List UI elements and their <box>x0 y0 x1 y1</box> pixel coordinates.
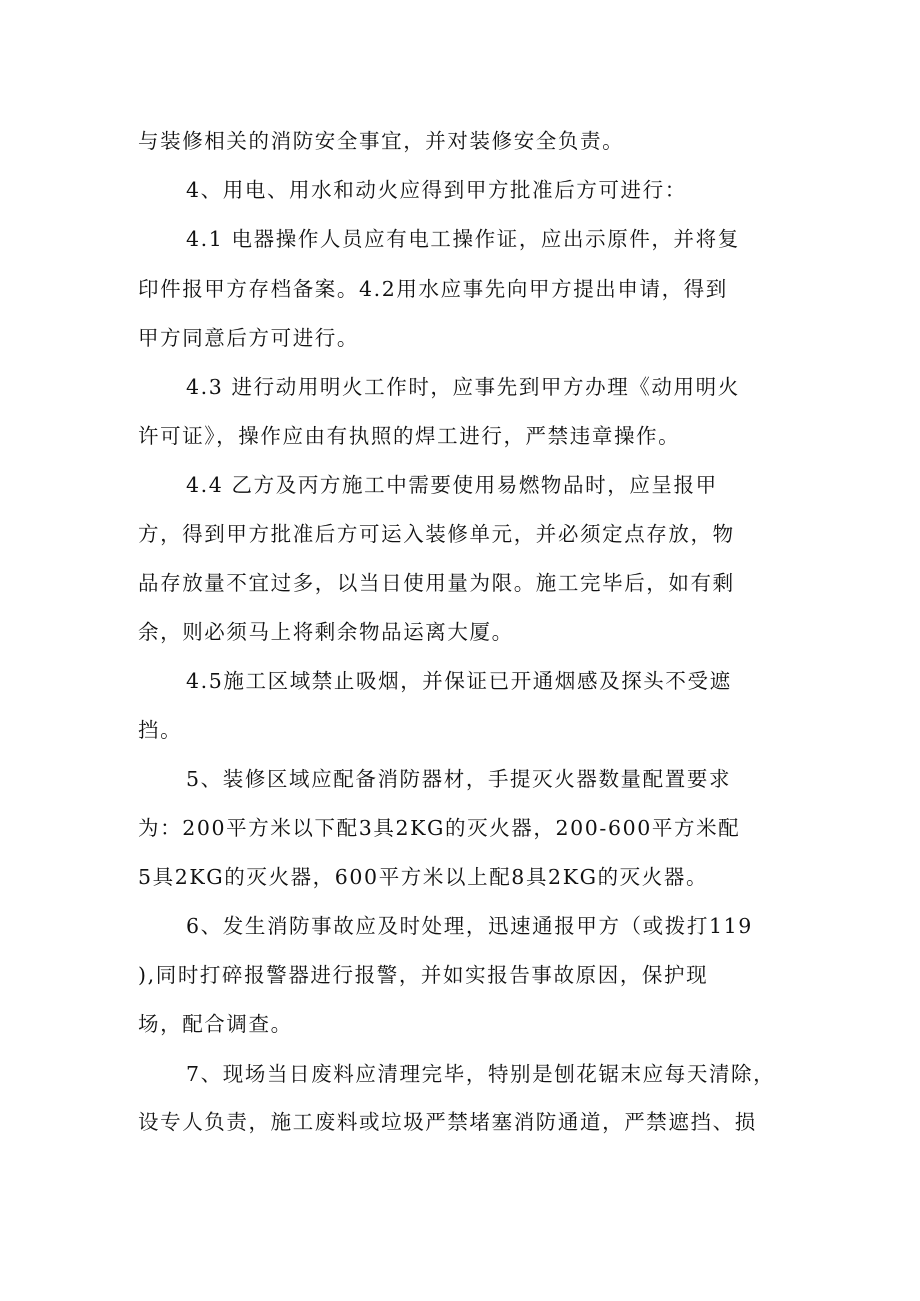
text-line-2: 4、用电、用水和动火应得到甲方批准后方可进行： <box>186 178 687 202</box>
text-line-21: 设专人负责，施工废料或垃圾严禁堵塞消防通道，严禁遮挡、损 <box>138 1110 757 1134</box>
text-line-10: 品存放量不宜过多，以当日使用量为限。施工完毕后，如有剩 <box>138 571 735 595</box>
text-line-8: 4.4 乙方及丙方施工中需要使用易燃物品时，应呈报甲 <box>186 473 718 497</box>
text-line-18: ),同时打碎报警器进行报警，并如实报告事故原因，保护现 <box>138 963 709 987</box>
text-line-3: 4.1 电器操作人员应有电工操作证，应出示原件，并将复 <box>186 227 740 251</box>
text-line-19: 场，配合调查。 <box>138 1012 293 1036</box>
text-line-13: 挡。 <box>138 718 183 742</box>
text-line-1: 与装修相关的消防安全事宜，并对装修安全负责。 <box>138 129 625 153</box>
text-line-16: 5具2KG的灭火器，600平方米以上配8具2KG的灭火器。 <box>138 865 709 889</box>
text-line-7: 许可证》，操作应由有执照的焊工进行，严禁违章操作。 <box>138 424 681 448</box>
text-line-15: 为：200平方米以下配3具2KG的灭火器，200-600平方米配 <box>138 816 741 840</box>
text-line-17: 6、发生消防事故应及时处理，迅速通报甲方（或拨打119 <box>186 914 753 938</box>
text-line-4: 印件报甲方存档备案。4.2用水应事先向甲方提出申请，得到 <box>138 277 728 301</box>
text-line-6: 4.3 进行动用明火工作时，应事先到甲方办理《动用明火 <box>186 375 740 399</box>
text-line-14: 5、装修区域应配备消防器材，手提灭火器数量配置要求 <box>186 767 732 791</box>
text-line-9: 方，得到甲方批准后方可运入装修单元，并必须定点存放，物 <box>138 522 735 546</box>
text-line-11: 余，则必须马上将剩余物品运离大厦。 <box>138 620 514 644</box>
text-line-5: 甲方同意后方可进行。 <box>138 326 359 350</box>
text-line-12: 4.5施工区域禁止吸烟，并保证已开通烟感及探头不受遮 <box>186 669 732 693</box>
text-line-20: 7、现场当日废料应清理完毕，特别是刨花锯末应每天清除， <box>186 1062 776 1086</box>
